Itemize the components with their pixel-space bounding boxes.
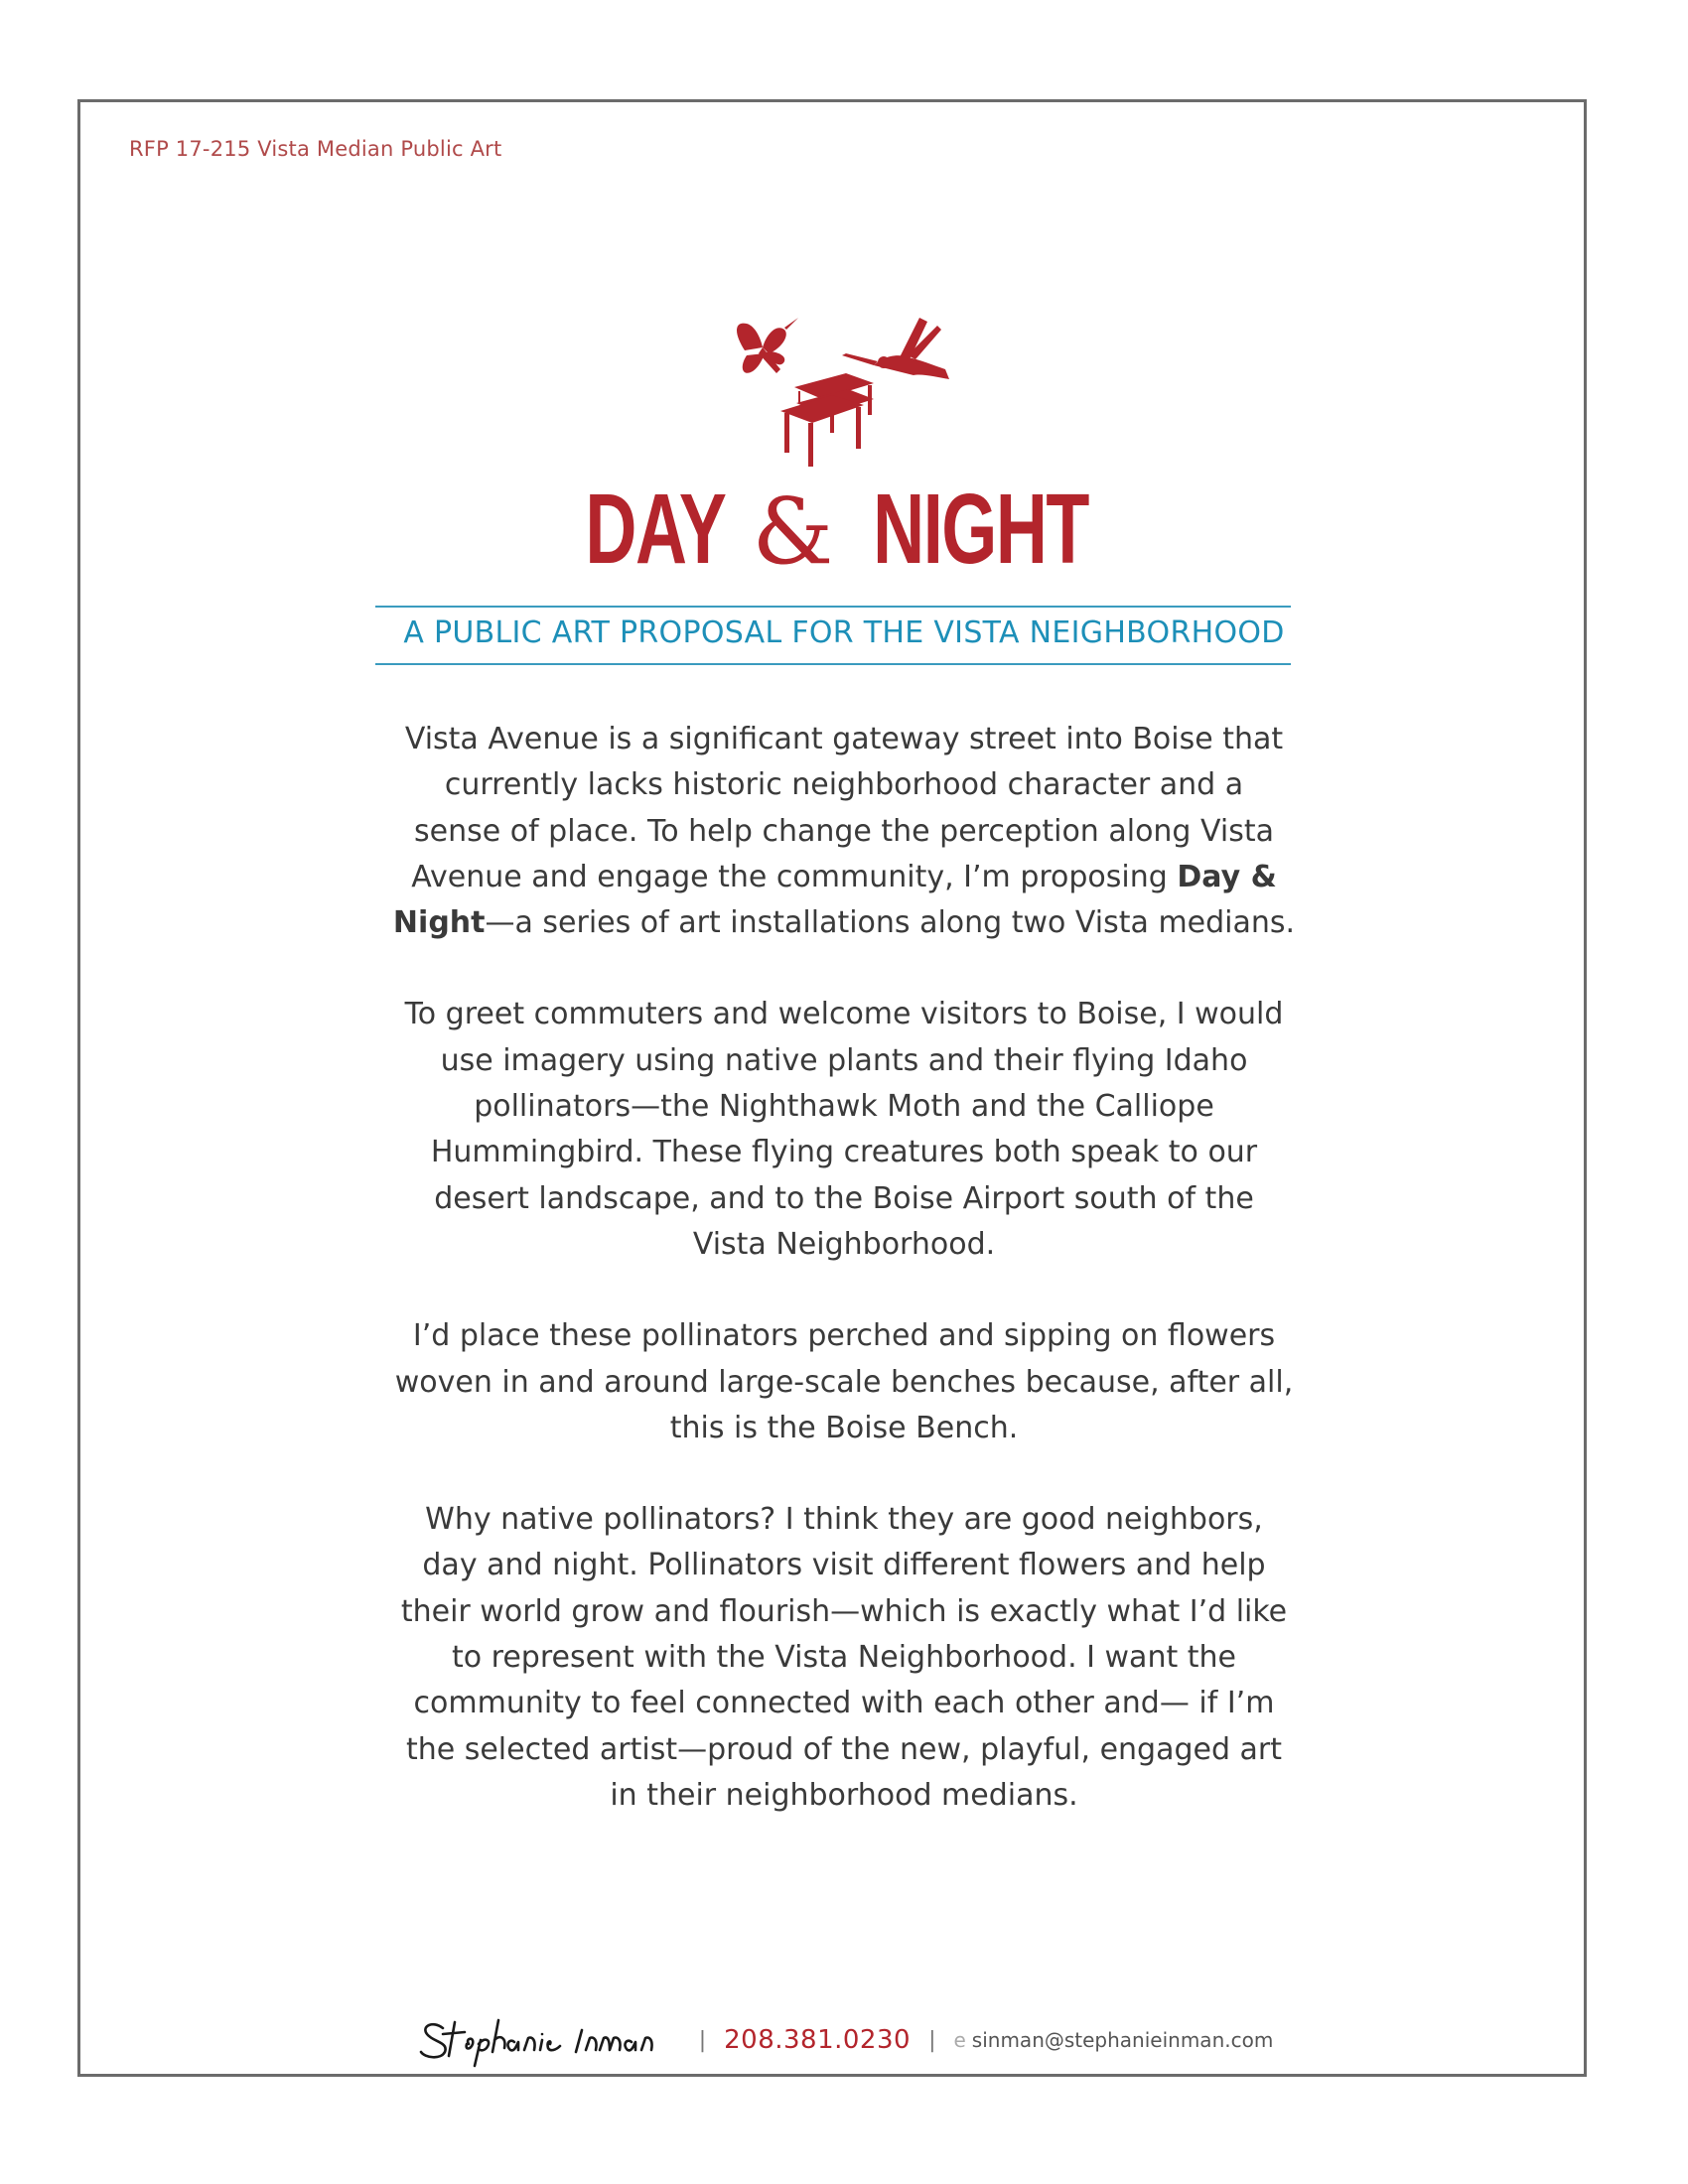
subtitle: A PUBLIC ART PROPOSAL FOR THE VISTA NEIGHBORHOOD [403,615,1285,650]
paragraph-3 [377,1313,1311,1451]
text-line: Why native pollinators? I think they are good neighbors, [425,1502,1263,1538]
text-line: day and night. Pollinators visit different flowers and help [422,1548,1266,1583]
subtitle-rule-bottom [375,663,1291,665]
hummingbird-icon [842,318,949,379]
footer-separator: | [698,2027,707,2053]
text-line: woven in and around large-scale benches because, after all, [394,1364,1294,1400]
logo-title-night: NIGHT [873,474,1089,585]
text-line: currently lacks historic neighborhood character and a [444,767,1244,803]
logo-title [0,475,1688,587]
text-line: pollinators—the Nighthawk Moth and the Calliope [474,1089,1214,1125]
signature [415,2010,681,2070]
bench-icon [780,373,874,467]
paragraph-4 [377,1497,1311,1819]
footer [0,2010,1688,2070]
email-address: sinman@stephanieinman.com [971,2028,1274,2052]
phone-number: 208.381.0230 [724,2025,912,2055]
body-text [377,717,1311,1864]
text-line: I’d place these pollinators perched and sipping on flowers [412,1318,1276,1354]
text-line: the selected artist—proud of the new, playful, engaged art [405,1731,1283,1767]
text-line: in their neighborhood medians. [610,1777,1078,1813]
logo-title-day: DAY [584,474,726,585]
moth-icon [737,318,798,373]
text-line: Hummingbird. These flying creatures both speak to our [430,1135,1258,1170]
logo-title-ampersand: & [752,478,832,585]
paragraph-1 [377,717,1311,946]
logo-graphic [725,316,963,475]
email-prefix-icon: e [953,2028,966,2052]
proposal-name-bold: Night [392,905,486,941]
proposal-name-bold: Day & [1177,859,1277,894]
text-line: Vista Neighborhood. [692,1226,996,1262]
text-line: community to feel connected with each other and— if I’m [413,1686,1275,1721]
text-line [377,855,1311,900]
text-line: sense of place. To help change the perception along Vista [414,813,1274,849]
subtitle-rule-top [375,606,1291,608]
rfp-header: RFP 17-215 Vista Median Public Art [129,137,502,161]
text-fragment: —a series of art installations along two Vista medians. [485,905,1296,941]
paragraph-2 [377,992,1311,1268]
text-fragment: Avenue and engage the community, I’m proposing [411,859,1178,894]
text-line: their world grow and flourish—which is exactly what I’d like [400,1593,1288,1629]
text-line [377,900,1311,946]
footer-separator: | [928,2027,936,2053]
text-line: desert landscape, and to the Boise Airport south of the [434,1180,1254,1216]
text-line: use imagery using native plants and their flying Idaho [440,1042,1248,1078]
text-line: this is the Boise Bench. [669,1410,1019,1445]
text-line: to represent with the Vista Neighborhood. I want the [451,1640,1236,1676]
text-line: To greet commuters and welcome visitors to Boise, I would [404,997,1284,1032]
text-line: Vista Avenue is a significant gateway street into Boise that [404,722,1284,756]
